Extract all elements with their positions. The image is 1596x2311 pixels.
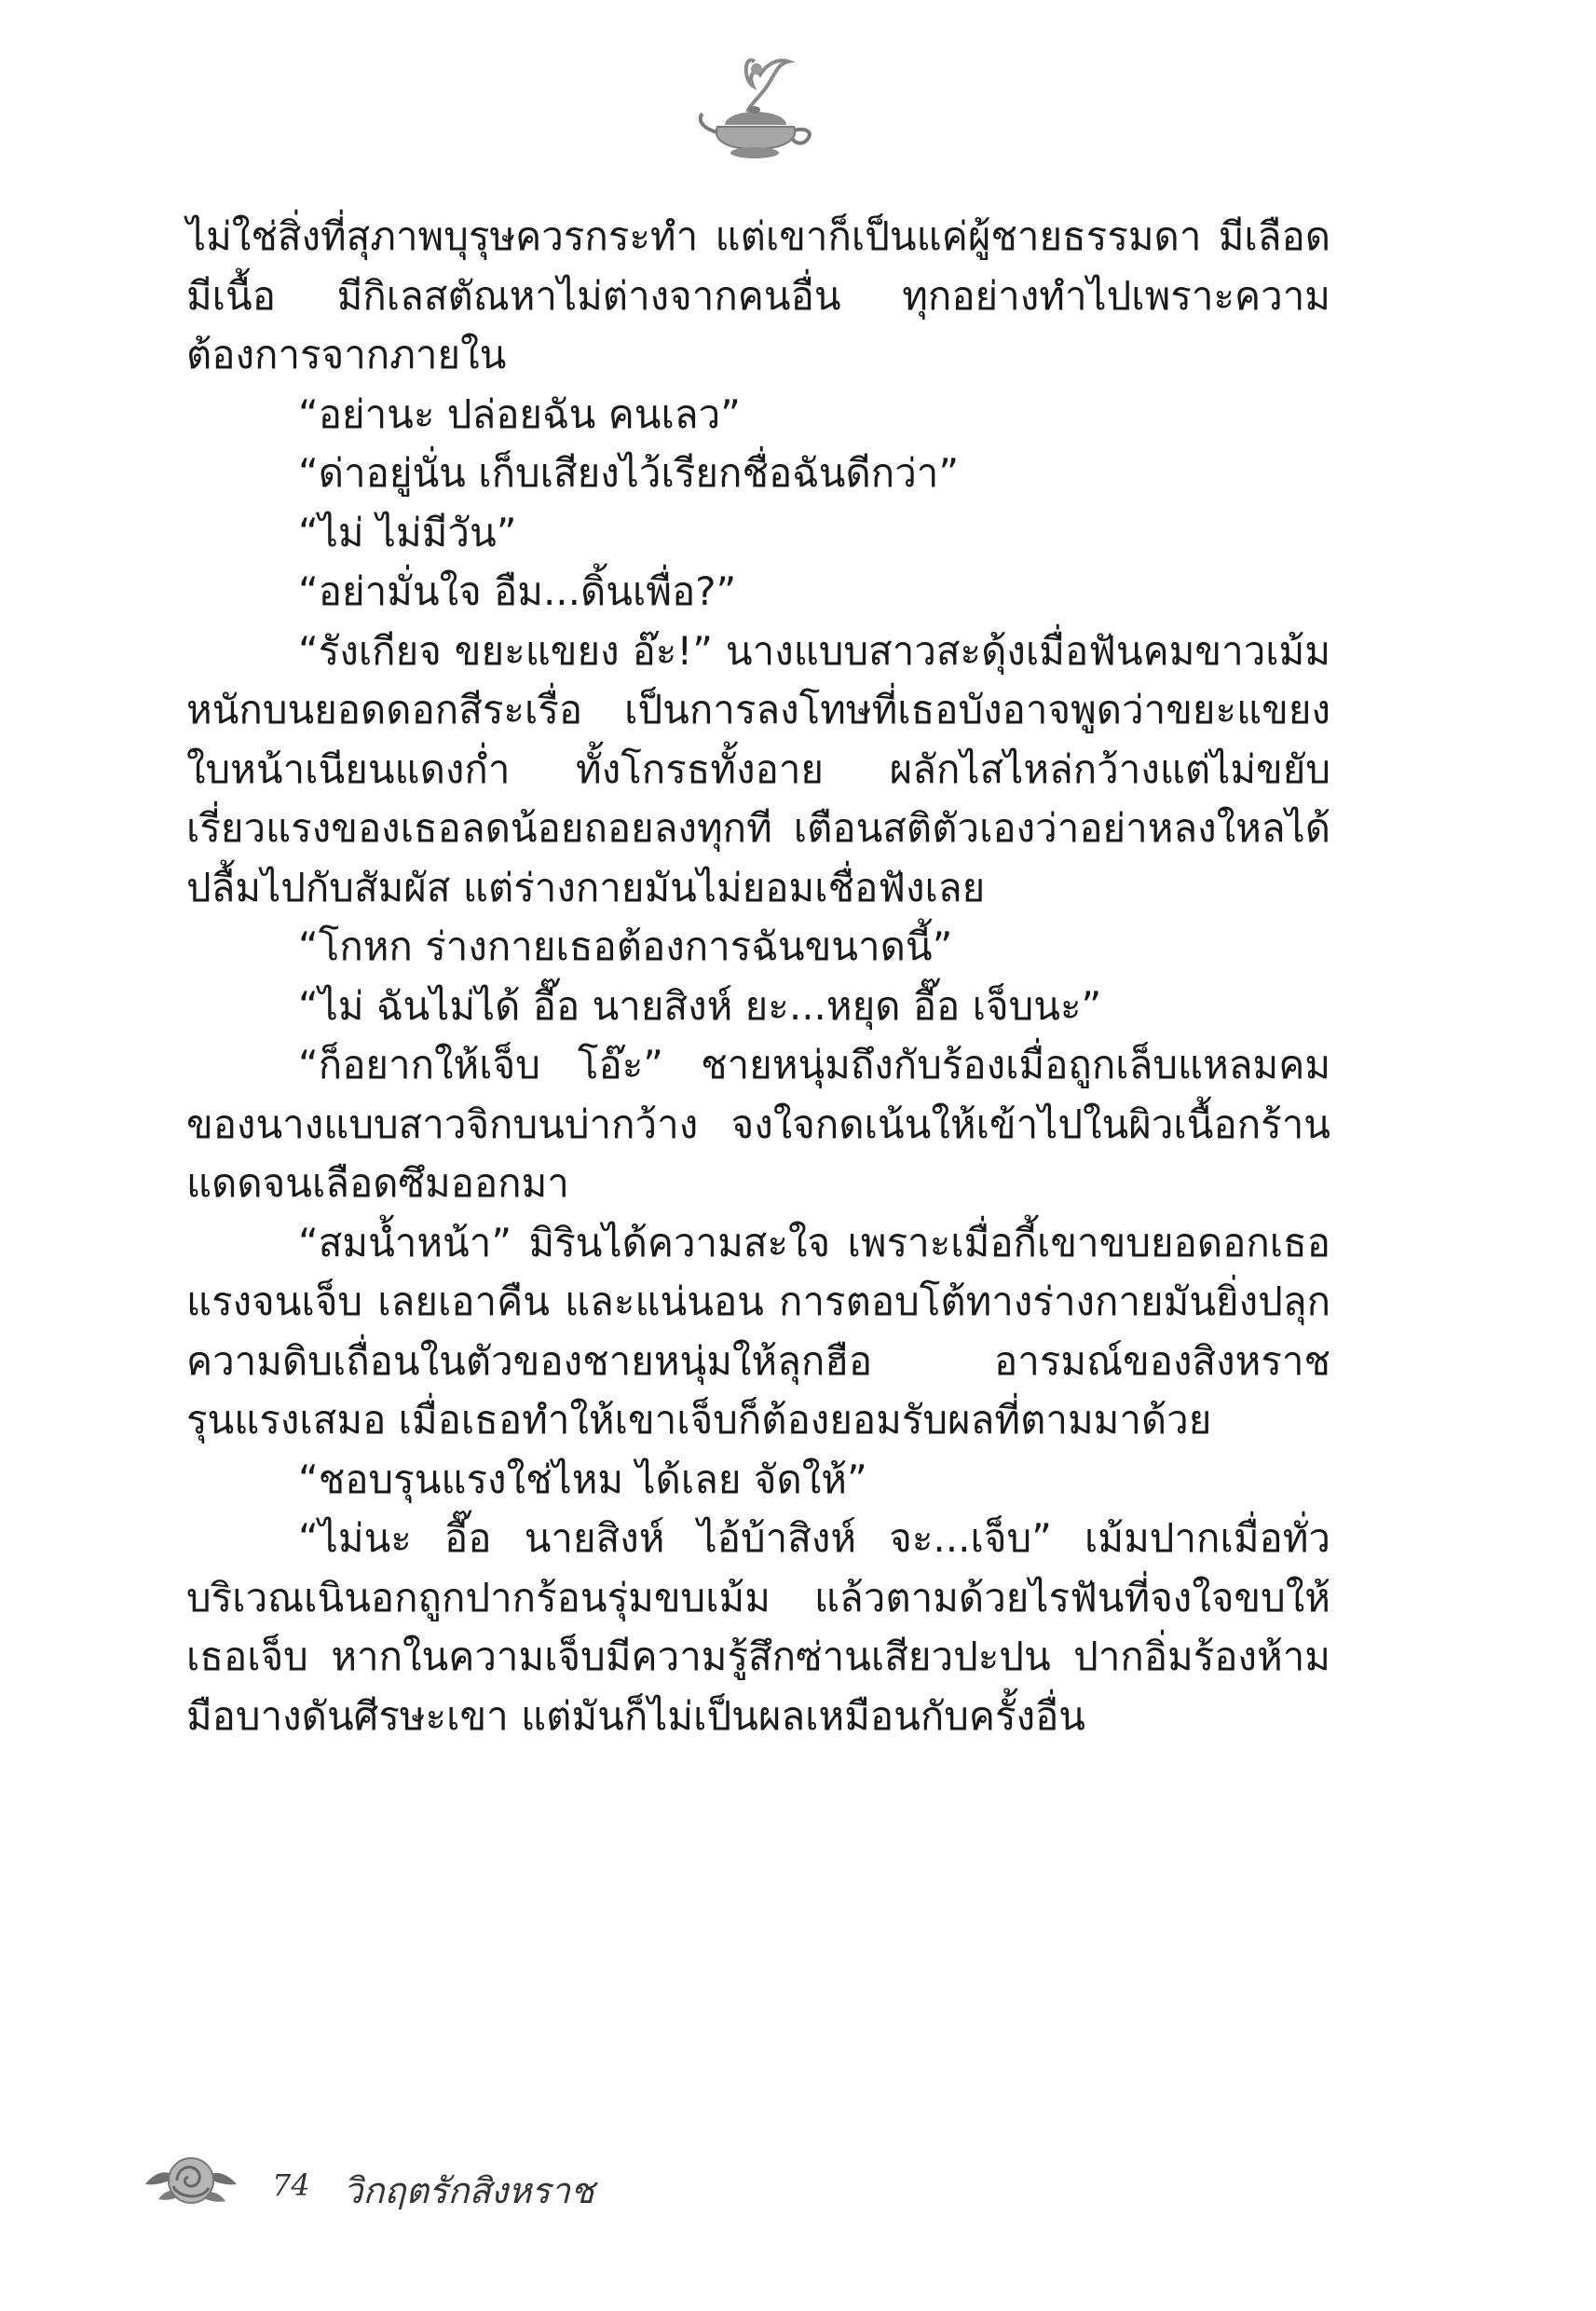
- paragraph: “ชอบรุนแรงใช่ไหม ได้เลย จัดให้”: [298, 1456, 867, 1502]
- paragraph: “อย่ามั่นใจ อืม...ดิ้นเพื่อ?”: [298, 568, 737, 614]
- rose-icon: [140, 2143, 242, 2218]
- paragraph: ไม่ใช่สิ่งที่สุภาพบุรุษควรกระทำ แต่เขาก็เป็นแค่ผู้ชายธรรมดา มีเลือดมีเนื้อ มีกิเลสตัณหาไม่ต่างจากคนอื่น ทุกอย่างทำไปเพราะความต้องการจากภายใน: [186, 213, 1330, 377]
- paragraph: “รังเกียจ ขยะแขยง อ๊ะ!” นางแบบสาวสะดุ้งเมื่อฟันคมขาวเม้มหนักบนยอดดอกสีระเรื่อ เป็นการลงโทษที่เธอบังอาจพูดว่าขยะแขยง ใบหน้าเนียนแดงก่ำ ทั้งโกรธทั้งอาย ผลักไสไหล่กว้างแต่ไม่ขยับ เรี่ยวแรงของเธอลดน้อยถอยลงทุกที เตือนสติตัวเองว่าอย่าหลงใหลได้ปลื้มไปกับสัมผัส แต่ร่างกายมันไม่ยอมเชื่อฟังเลย: [186, 627, 1330, 910]
- page-number: 74: [272, 2167, 310, 2203]
- chapter-body-text: [186, 207, 1330, 1745]
- paragraph: “ด่าอยู่นั่น เก็บเสียงไว้เรียกชื่อฉันดีกว่า”: [298, 450, 960, 496]
- paragraph: “ไม่ ฉันไม่ได้ อื๊อ นายสิงห์ ยะ...หยุด อื๊อ เจ็บนะ”: [298, 982, 1102, 1029]
- paragraph: “ก็อยากให้เจ็บ โอ๊ะ” ชายหนุ่มถึงกับร้องเมื่อถูกเล็บแหลมคมของนางแบบสาวจิกบนบ่ากว้าง จงใจกดเน้นให้เข้าไปในผิวเนื้อกร้านแดดจนเลือดซึมออกมา: [186, 1042, 1330, 1206]
- running-book-title: วิกฤตรักสิงหราช: [343, 2170, 594, 2211]
- paragraph: “ไม่ ไม่มีวัน”: [298, 509, 517, 555]
- paragraph: “อย่านะ ปล่อยฉัน คนเลว”: [298, 390, 741, 437]
- paragraph: “โกหก ร่างกายเธอต้องการฉันขนาดนี้”: [298, 923, 953, 969]
- paragraph: “ไม่นะ อื๊อ นายสิงห์ ไอ้บ้าสิงห์ จะ...เจ็บ” เม้มปากเมื่อทั่วบริเวณเนินอกถูกปากร้อนรุ่มขบเม้ม แล้วตามด้วยไรฟันที่จงใจขบให้เธอเจ็บ หากในความเจ็บมีความรู้สึกซ่านเสียวปะปน ปากอิ่มร้องห้าม มือบางดันศีรษะเขา แต่มันก็ไม่เป็นผลเหมือนกับครั้งอื่น: [186, 1515, 1330, 1739]
- paragraph: “สมน้ำหน้า” มิรินได้ความสะใจ เพราะเมื่อกี้เขาขบยอดอกเธอแรงจนเจ็บ เลยเอาคืน และแน่นอน การตอบโต้ทางร่างกายมันยิ่งปลุกความดิบเถื่อนในตัวของชายหนุ่มให้ลุกฮือ อารมณ์ของสิงหราชรุนแรงเสมอ เมื่อเธอทำให้เขาเจ็บก็ต้องยอมรับผลที่ตามมาด้วย: [186, 1219, 1330, 1443]
- genie-lamp-icon: [689, 45, 820, 166]
- page-footer: [140, 2143, 792, 2218]
